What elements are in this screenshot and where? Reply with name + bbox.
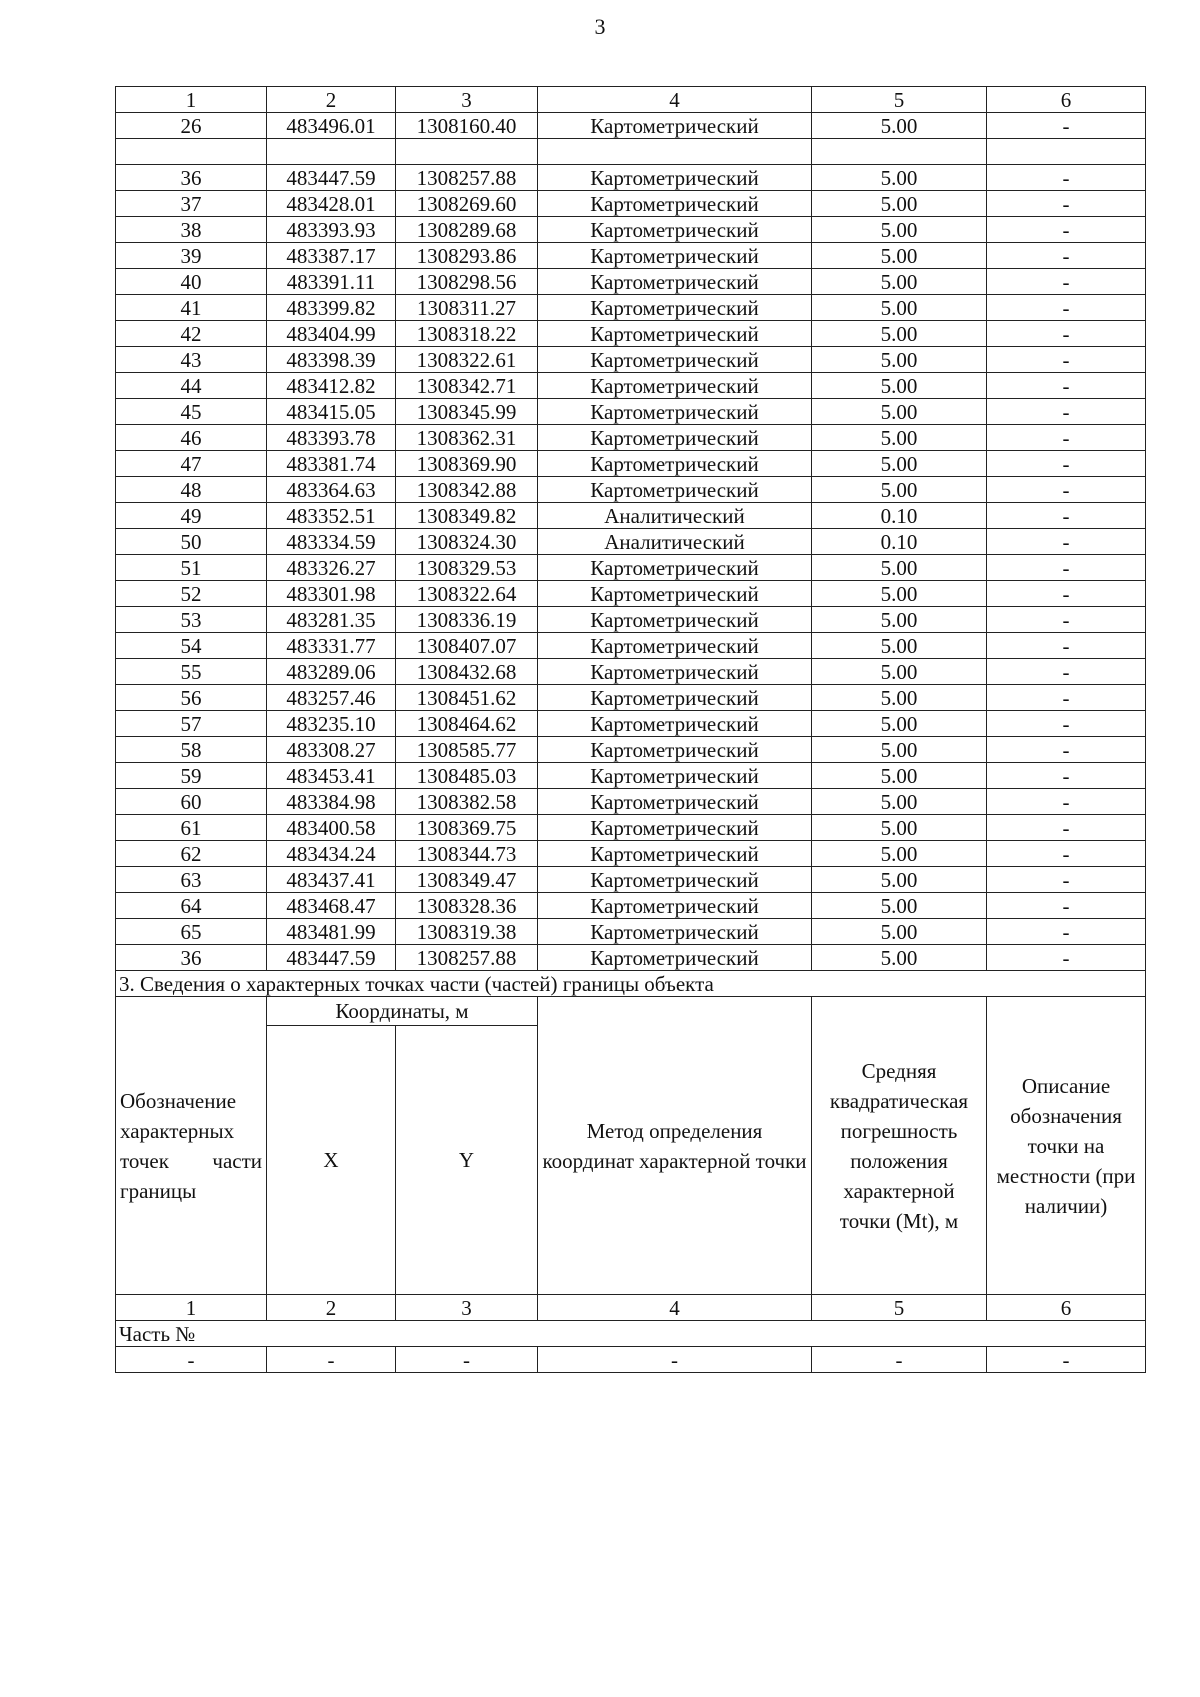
mt-error: 5.00 [812,815,987,841]
mt-error: 5.00 [812,581,987,607]
point-description: - [987,243,1146,269]
point-number: 55 [116,659,267,685]
point-description: - [987,503,1146,529]
y-coordinate: 1308485.03 [396,763,538,789]
table-row [116,737,1146,763]
x-coordinate: 483301.98 [267,581,396,607]
point-number: 47 [116,451,267,477]
part-label: Часть № [116,1321,1146,1347]
method: Картометрический [538,867,812,893]
point-number: 39 [116,243,267,269]
mt-error: 5.00 [812,867,987,893]
point-number: 38 [116,217,267,243]
blank-cell [116,139,267,165]
table-row [116,789,1146,815]
header-coordinates: Координаты, м [267,997,538,1026]
point-number: 49 [116,503,267,529]
mt-error: 5.00 [812,321,987,347]
method: Картометрический [538,165,812,191]
y-coordinate: 1308585.77 [396,737,538,763]
y-coordinate: 1308342.71 [396,373,538,399]
x-coordinate: 483289.06 [267,659,396,685]
x-coordinate: 483496.01 [267,113,396,139]
blank-cell [812,139,987,165]
x-coordinate: 483393.78 [267,425,396,451]
point-description: - [987,555,1146,581]
point-description: - [987,607,1146,633]
mt-error: 5.00 [812,607,987,633]
x-coordinate: 483326.27 [267,555,396,581]
point-number: 58 [116,737,267,763]
part-label-row [116,1321,1146,1347]
section-3-title: 3. Сведения о характерных точках части (частей) границы объекта [116,971,1146,997]
mt-error: 5.00 [812,737,987,763]
point-description: - [987,815,1146,841]
mt-error: 5.00 [812,789,987,815]
method: Картометрический [538,711,812,737]
point-number: 36 [116,165,267,191]
mt-error: 5.00 [812,295,987,321]
point-number: 61 [116,815,267,841]
method: Аналитический [538,503,812,529]
point-description: - [987,373,1146,399]
x-coordinate: 483384.98 [267,789,396,815]
y-coordinate: 1308322.61 [396,347,538,373]
x-coordinate: 483404.99 [267,321,396,347]
y-coordinate: 1308369.90 [396,451,538,477]
page-number: 3 [594,14,606,39]
table-row [116,165,1146,191]
method: Аналитический [538,529,812,555]
column-number-row [116,87,1146,113]
column-number: 2 [267,1295,396,1321]
empty-cell: - [396,1347,538,1373]
x-coordinate: 483434.24 [267,841,396,867]
table-row [116,243,1146,269]
x-coordinate: 483447.59 [267,945,396,971]
y-coordinate: 1308160.40 [396,113,538,139]
column-number: 1 [116,1295,267,1321]
mt-error: 5.00 [812,659,987,685]
y-coordinate: 1308269.60 [396,191,538,217]
table-row [116,373,1146,399]
x-coordinate: 483281.35 [267,607,396,633]
table-row [116,633,1146,659]
method: Картометрический [538,347,812,373]
x-coordinate: 483352.51 [267,503,396,529]
method: Картометрический [538,659,812,685]
y-coordinate: 1308369.75 [396,815,538,841]
point-description: - [987,841,1146,867]
table-row [116,841,1146,867]
method: Картометрический [538,217,812,243]
table-row [116,477,1146,503]
section-3-header-top [116,997,1146,1026]
column-number: 3 [396,87,538,113]
x-coordinate: 483398.39 [267,347,396,373]
table-row [116,347,1146,373]
x-coordinate: 483468.47 [267,893,396,919]
table-row [116,581,1146,607]
y-coordinate: 1308432.68 [396,659,538,685]
y-coordinate: 1308311.27 [396,295,538,321]
x-coordinate: 483364.63 [267,477,396,503]
section-3-title-row [116,971,1146,997]
method: Картометрический [538,451,812,477]
mt-error: 5.00 [812,165,987,191]
point-number: 42 [116,321,267,347]
x-coordinate: 483428.01 [267,191,396,217]
point-description: - [987,113,1146,139]
table-row [116,659,1146,685]
y-coordinate: 1308329.53 [396,555,538,581]
method: Картометрический [538,581,812,607]
y-coordinate: 1308349.82 [396,503,538,529]
table-row [116,893,1146,919]
point-number: 41 [116,295,267,321]
point-number: 26 [116,113,267,139]
method: Картометрический [538,295,812,321]
y-coordinate: 1308318.22 [396,321,538,347]
column-number-row [116,1295,1146,1321]
empty-cell: - [987,1347,1146,1373]
point-description: - [987,711,1146,737]
table-row [116,815,1146,841]
column-number: 4 [538,87,812,113]
header-designation: Обозначение характерных точек части границы [116,997,267,1295]
empty-cell: - [116,1347,267,1373]
column-number: 1 [116,87,267,113]
column-number: 3 [396,1295,538,1321]
method: Картометрический [538,893,812,919]
table-row [116,503,1146,529]
x-coordinate: 483437.41 [267,867,396,893]
x-coordinate: 483400.58 [267,815,396,841]
method: Картометрический [538,737,812,763]
mt-error: 5.00 [812,919,987,945]
mt-error: 5.00 [812,399,987,425]
point-number: 56 [116,685,267,711]
y-coordinate: 1308322.64 [396,581,538,607]
x-coordinate: 483257.46 [267,685,396,711]
point-description: - [987,399,1146,425]
point-number: 53 [116,607,267,633]
mt-error: 5.00 [812,841,987,867]
point-number: 52 [116,581,267,607]
point-description: - [987,763,1146,789]
table-row [116,191,1146,217]
column-number: 2 [267,87,396,113]
table-row [116,295,1146,321]
table-row [116,113,1146,139]
point-description: - [987,919,1146,945]
point-number: 54 [116,633,267,659]
mt-error: 5.00 [812,633,987,659]
x-coordinate: 483399.82 [267,295,396,321]
mt-error: 5.00 [812,243,987,269]
table-row [116,763,1146,789]
y-coordinate: 1308464.62 [396,711,538,737]
point-description: - [987,737,1146,763]
mt-error: 5.00 [812,425,987,451]
table-row [116,217,1146,243]
point-number: 48 [116,477,267,503]
point-number: 59 [116,763,267,789]
point-description: - [987,633,1146,659]
mt-error: 5.00 [812,191,987,217]
header-x: X [267,1026,396,1295]
method: Картометрический [538,789,812,815]
blank-cell [987,139,1146,165]
point-number: 51 [116,555,267,581]
x-coordinate: 483393.93 [267,217,396,243]
point-description: - [987,529,1146,555]
y-coordinate: 1308289.68 [396,217,538,243]
x-coordinate: 483412.82 [267,373,396,399]
point-number: 50 [116,529,267,555]
table-row [116,867,1146,893]
point-number: 65 [116,919,267,945]
table-row [116,607,1146,633]
method: Картометрический [538,477,812,503]
mt-error: 5.00 [812,477,987,503]
method: Картометрический [538,321,812,347]
mt-error: 5.00 [812,347,987,373]
y-coordinate: 1308324.30 [396,529,538,555]
mt-error: 5.00 [812,893,987,919]
x-coordinate: 483381.74 [267,451,396,477]
mt-error: 0.10 [812,529,987,555]
table-row [116,425,1146,451]
table-row [116,685,1146,711]
column-number: 6 [987,87,1146,113]
mt-error: 5.00 [812,555,987,581]
point-description: - [987,789,1146,815]
table-row [116,711,1146,737]
y-coordinate: 1308362.31 [396,425,538,451]
point-number: 64 [116,893,267,919]
y-coordinate: 1308336.19 [396,607,538,633]
table-row [116,529,1146,555]
mt-error: 5.00 [812,945,987,971]
y-coordinate: 1308344.73 [396,841,538,867]
blank-cell [396,139,538,165]
empty-cell: - [812,1347,987,1373]
header-y: Y [396,1026,538,1295]
point-description: - [987,295,1146,321]
x-coordinate: 483481.99 [267,919,396,945]
point-description: - [987,321,1146,347]
table-row [116,269,1146,295]
y-coordinate: 1308293.86 [396,243,538,269]
x-coordinate: 483334.59 [267,529,396,555]
header-method: Метод определения координат характерной точки [538,997,812,1295]
x-coordinate: 483308.27 [267,737,396,763]
method: Картометрический [538,633,812,659]
point-description: - [987,191,1146,217]
y-coordinate: 1308319.38 [396,919,538,945]
point-description: - [987,451,1146,477]
y-coordinate: 1308328.36 [396,893,538,919]
point-number: 40 [116,269,267,295]
empty-cell: - [538,1347,812,1373]
x-coordinate: 483447.59 [267,165,396,191]
x-coordinate: 483391.11 [267,269,396,295]
mt-error: 5.00 [812,373,987,399]
point-description: - [987,581,1146,607]
y-coordinate: 1308257.88 [396,165,538,191]
point-number: 63 [116,867,267,893]
x-coordinate: 483453.41 [267,763,396,789]
header-description: Описание обозначения точки на местности (при наличии) [987,997,1146,1295]
mt-error: 5.00 [812,451,987,477]
mt-error: 5.00 [812,269,987,295]
method: Картометрический [538,607,812,633]
y-coordinate: 1308257.88 [396,945,538,971]
y-coordinate: 1308382.58 [396,789,538,815]
column-number: 4 [538,1295,812,1321]
method: Картометрический [538,945,812,971]
point-description: - [987,945,1146,971]
column-number: 5 [812,1295,987,1321]
point-description: - [987,425,1146,451]
method: Картометрический [538,373,812,399]
table-row [116,399,1146,425]
y-coordinate: 1308345.99 [396,399,538,425]
table-row [116,919,1146,945]
method: Картометрический [538,191,812,217]
point-number: 62 [116,841,267,867]
table-row [116,451,1146,477]
x-coordinate: 483235.10 [267,711,396,737]
method: Картометрический [538,763,812,789]
method: Картометрический [538,113,812,139]
mt-error: 5.00 [812,711,987,737]
blank-cell [267,139,396,165]
method: Картометрический [538,841,812,867]
y-coordinate: 1308298.56 [396,269,538,295]
table-row [116,555,1146,581]
point-number: 37 [116,191,267,217]
point-description: - [987,867,1146,893]
point-description: - [987,269,1146,295]
blank-row [116,139,1146,165]
table-row [116,945,1146,971]
x-coordinate: 483331.77 [267,633,396,659]
point-number: 60 [116,789,267,815]
y-coordinate: 1308407.07 [396,633,538,659]
method: Картометрический [538,399,812,425]
method: Картометрический [538,919,812,945]
point-description: - [987,477,1146,503]
y-coordinate: 1308451.62 [396,685,538,711]
y-coordinate: 1308349.47 [396,867,538,893]
column-number: 5 [812,87,987,113]
empty-cell: - [267,1347,396,1373]
point-number: 45 [116,399,267,425]
point-description: - [987,347,1146,373]
y-coordinate: 1308342.88 [396,477,538,503]
point-number: 57 [116,711,267,737]
column-number: 6 [987,1295,1146,1321]
method: Картометрический [538,425,812,451]
x-coordinate: 483415.05 [267,399,396,425]
header-mt: Средняя квадратическая погрешность положения характерной точки (Mt), м [812,997,987,1295]
point-description: - [987,165,1146,191]
method: Картометрический [538,269,812,295]
method: Картометрический [538,685,812,711]
point-number: 44 [116,373,267,399]
mt-error: 5.00 [812,113,987,139]
point-number: 36 [116,945,267,971]
x-coordinate: 483387.17 [267,243,396,269]
mt-error: 0.10 [812,503,987,529]
method: Картометрический [538,555,812,581]
point-number: 46 [116,425,267,451]
empty-part-row [116,1347,1146,1373]
point-description: - [987,685,1146,711]
mt-error: 5.00 [812,763,987,789]
mt-error: 5.00 [812,685,987,711]
point-description: - [987,659,1146,685]
table-row [116,321,1146,347]
method: Картометрический [538,815,812,841]
point-description: - [987,893,1146,919]
mt-error: 5.00 [812,217,987,243]
point-description: - [987,217,1146,243]
point-number: 43 [116,347,267,373]
blank-cell [538,139,812,165]
coordinates-table [115,86,1146,1373]
method: Картометрический [538,243,812,269]
